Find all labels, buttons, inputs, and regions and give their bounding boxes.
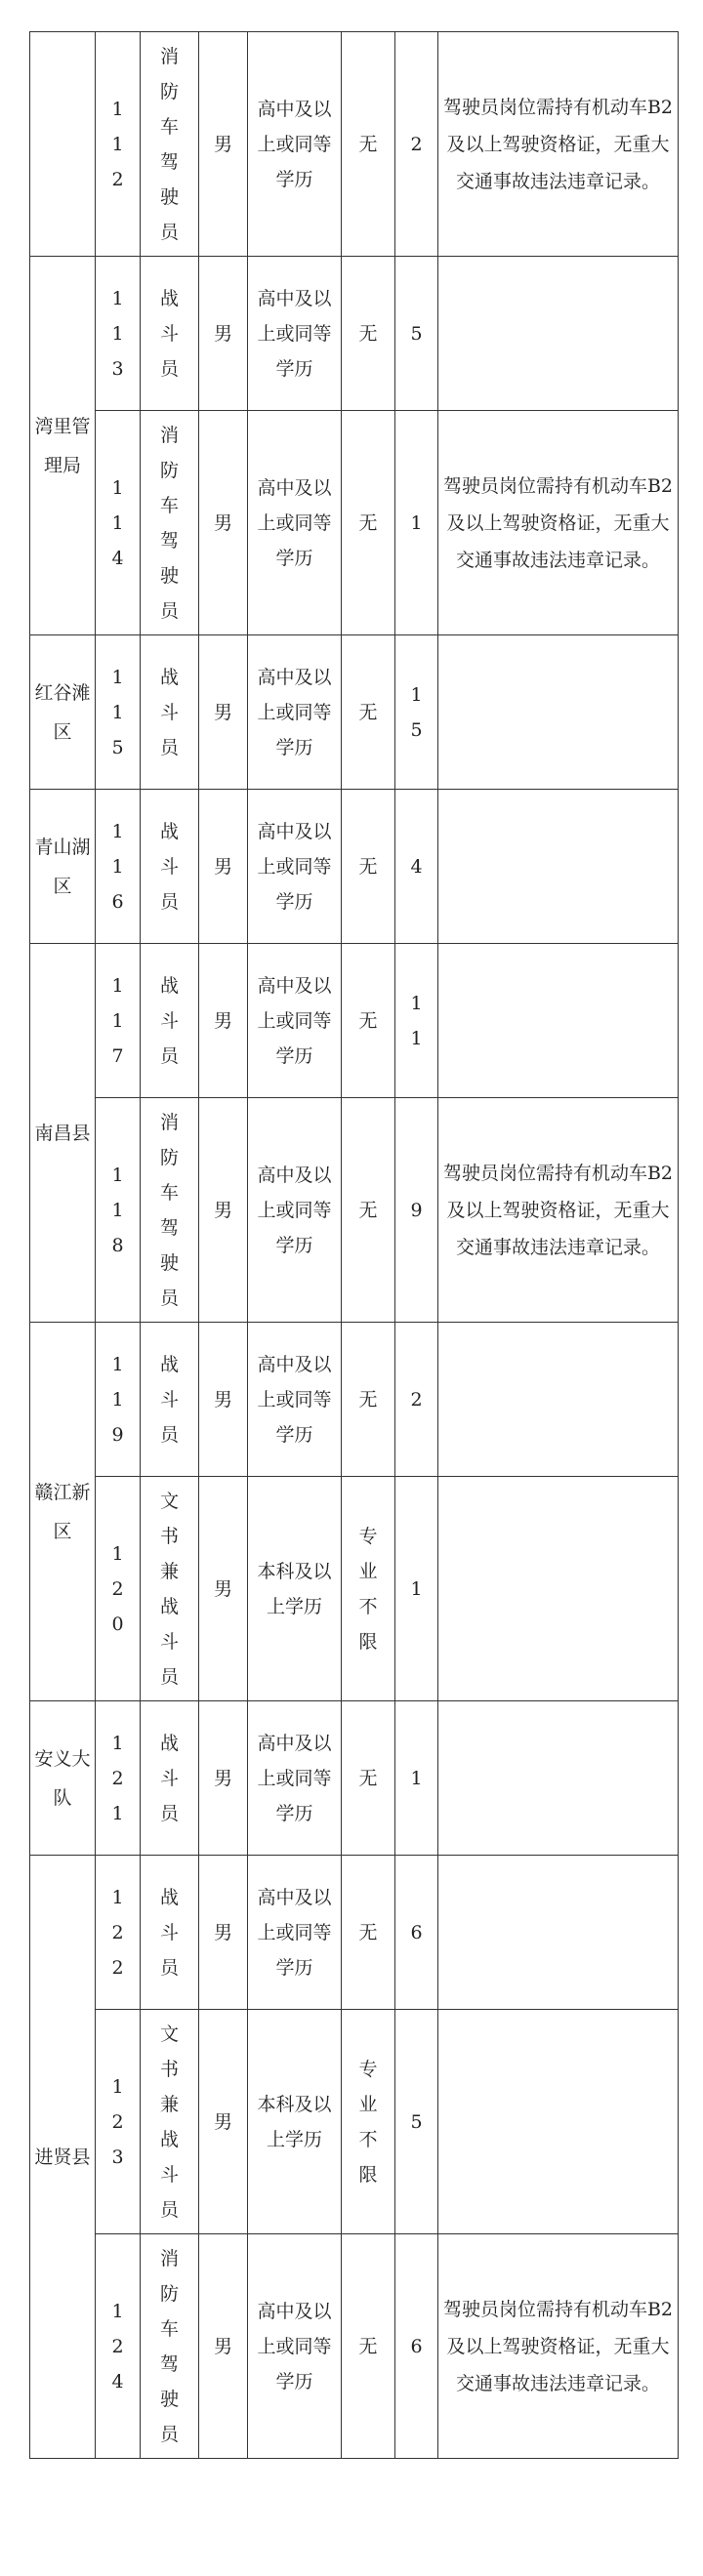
gender-cell xyxy=(199,635,248,790)
major-text: 专业不限 xyxy=(358,1525,378,1653)
position-number-cell xyxy=(96,1323,141,1477)
position-number-cell xyxy=(96,635,141,790)
department-cell xyxy=(30,32,96,257)
position-name-cell xyxy=(141,1477,199,1701)
position-number-text: 113 xyxy=(111,287,124,380)
major-cell xyxy=(342,2010,395,2234)
major-text: 无 xyxy=(358,1388,378,1411)
major-cell xyxy=(342,32,395,257)
headcount-text: 2 xyxy=(410,1388,423,1411)
position-name-cell xyxy=(141,635,199,790)
position-number-cell xyxy=(96,1477,141,1701)
headcount-cell xyxy=(395,790,438,944)
gender-text: 男 xyxy=(213,1767,232,1789)
position-name-cell xyxy=(141,411,199,635)
department-cell xyxy=(30,1856,96,2459)
remarks-cell xyxy=(438,2010,679,2234)
remarks-cell xyxy=(438,944,679,1098)
position-name-cell xyxy=(141,257,199,411)
headcount-text: 9 xyxy=(410,1199,423,1221)
remarks-cell xyxy=(438,32,679,257)
education-text: 高中及以上或同等学历 xyxy=(257,2300,332,2392)
headcount-text: 1 xyxy=(410,511,423,534)
table-row xyxy=(30,2010,679,2234)
position-name-cell xyxy=(141,2234,199,2459)
major-cell xyxy=(342,411,395,635)
gender-cell xyxy=(199,1323,248,1477)
gender-text: 男 xyxy=(213,1921,232,1943)
position-number-text: 112 xyxy=(111,98,124,190)
education-cell xyxy=(248,944,342,1098)
headcount-cell xyxy=(395,1477,438,1701)
remarks-text: 驾驶员岗位需持有机动车B2及以上驾驶资格证，无重大交通事故违法违章记录。 xyxy=(442,1162,674,1258)
gender-cell xyxy=(199,1477,248,1701)
table-row xyxy=(30,411,679,635)
headcount-cell xyxy=(395,944,438,1098)
gender-text: 男 xyxy=(213,701,232,723)
position-name-cell xyxy=(141,1098,199,1323)
position-name-text: 消防车驾驶员 xyxy=(159,45,179,243)
position-number-text: 117 xyxy=(111,974,124,1067)
headcount-text: 5 xyxy=(410,322,423,345)
education-cell xyxy=(248,2234,342,2459)
headcount-text: 4 xyxy=(410,855,423,878)
headcount-text: 6 xyxy=(410,2335,423,2357)
education-text: 高中及以上或同等学历 xyxy=(257,1732,332,1824)
position-number-cell xyxy=(96,1098,141,1323)
remarks-cell xyxy=(438,1098,679,1323)
gender-cell xyxy=(199,411,248,635)
education-text: 高中及以上或同等学历 xyxy=(257,1164,332,1256)
gender-cell xyxy=(199,257,248,411)
gender-text: 男 xyxy=(213,2110,232,2133)
gender-text: 男 xyxy=(213,1577,232,1600)
position-number-text: 118 xyxy=(111,1164,124,1256)
major-cell xyxy=(342,944,395,1098)
education-text: 高中及以上或同等学历 xyxy=(257,666,332,758)
major-cell xyxy=(342,1323,395,1477)
gender-cell xyxy=(199,1856,248,2010)
table-row xyxy=(30,1323,679,1477)
education-cell xyxy=(248,2010,342,2234)
position-number-cell xyxy=(96,790,141,944)
gender-cell xyxy=(199,1701,248,1856)
education-cell xyxy=(248,1701,342,1856)
department-cell xyxy=(30,944,96,1323)
major-cell xyxy=(342,257,395,411)
major-cell xyxy=(342,1477,395,1701)
major-text: 无 xyxy=(358,1921,378,1943)
education-text: 高中及以上或同等学历 xyxy=(257,287,332,380)
position-name-cell xyxy=(141,944,199,1098)
position-name-text: 战斗员 xyxy=(159,1732,179,1824)
major-text: 专业不限 xyxy=(358,2058,378,2186)
education-text: 高中及以上或同等学历 xyxy=(257,974,332,1067)
department-cell xyxy=(30,1323,96,1701)
major-text: 无 xyxy=(358,2335,378,2357)
education-cell xyxy=(248,1477,342,1701)
education-text: 本科及以上学历 xyxy=(257,1560,332,1617)
remarks-text: 驾驶员岗位需持有机动车B2及以上驾驶资格证，无重大交通事故违法违章记录。 xyxy=(442,474,674,571)
remarks-cell xyxy=(438,1477,679,1701)
major-text: 无 xyxy=(358,1767,378,1789)
table-row xyxy=(30,1477,679,1701)
remarks-cell xyxy=(438,2234,679,2459)
gender-text: 男 xyxy=(213,511,232,534)
gender-text: 男 xyxy=(213,133,232,155)
remarks-cell xyxy=(438,635,679,790)
education-text: 高中及以上或同等学历 xyxy=(257,1886,332,1979)
headcount-cell xyxy=(395,411,438,635)
education-cell xyxy=(248,411,342,635)
department-text: 赣江新区 xyxy=(34,1481,91,1542)
table-body xyxy=(30,32,679,2459)
major-cell xyxy=(342,1098,395,1323)
education-text: 本科及以上学历 xyxy=(257,2093,332,2150)
position-name-cell xyxy=(141,1856,199,2010)
position-number-cell xyxy=(96,2010,141,2234)
table-row xyxy=(30,1098,679,1323)
remarks-cell xyxy=(438,1856,679,2010)
major-cell xyxy=(342,2234,395,2459)
position-name-text: 消防车驾驶员 xyxy=(159,424,179,622)
major-text: 无 xyxy=(358,133,378,155)
table-row xyxy=(30,790,679,944)
headcount-cell xyxy=(395,257,438,411)
remarks-cell xyxy=(438,1701,679,1856)
position-number-text: 120 xyxy=(111,1542,124,1635)
remarks-cell xyxy=(438,257,679,411)
gender-cell xyxy=(199,32,248,257)
position-name-text: 消防车驾驶员 xyxy=(159,2247,179,2445)
position-number-text: 124 xyxy=(111,2300,124,2392)
headcount-text: 1 xyxy=(410,1767,423,1789)
table-row xyxy=(30,944,679,1098)
education-text: 高中及以上或同等学历 xyxy=(257,476,332,569)
major-cell xyxy=(342,1701,395,1856)
department-cell xyxy=(30,1701,96,1856)
major-cell xyxy=(342,790,395,944)
position-name-cell xyxy=(141,790,199,944)
headcount-cell xyxy=(395,2010,438,2234)
gender-text: 男 xyxy=(213,322,232,345)
position-name-text: 战斗员 xyxy=(159,1886,179,1979)
headcount-cell xyxy=(395,635,438,790)
position-name-cell xyxy=(141,2010,199,2234)
department-text: 安义大队 xyxy=(34,1747,91,1809)
department-text: 南昌县 xyxy=(34,1122,91,1144)
major-text: 无 xyxy=(358,1009,378,1032)
major-cell xyxy=(342,635,395,790)
position-number-cell xyxy=(96,1856,141,2010)
position-number-cell xyxy=(96,2234,141,2459)
position-number-cell xyxy=(96,944,141,1098)
remarks-text: 驾驶员岗位需持有机动车B2及以上驾驶资格证，无重大交通事故违法违章记录。 xyxy=(442,2298,674,2394)
remarks-cell xyxy=(438,411,679,635)
position-number-cell xyxy=(96,411,141,635)
major-text: 无 xyxy=(358,855,378,878)
gender-text: 男 xyxy=(213,855,232,878)
education-cell xyxy=(248,790,342,944)
major-text: 无 xyxy=(358,511,378,534)
department-cell xyxy=(30,790,96,944)
major-text: 无 xyxy=(358,322,378,345)
table-row xyxy=(30,257,679,411)
gender-text: 男 xyxy=(213,2335,232,2357)
gender-cell xyxy=(199,1098,248,1323)
remarks-cell xyxy=(438,790,679,944)
major-text: 无 xyxy=(358,1199,378,1221)
education-text: 高中及以上或同等学历 xyxy=(257,98,332,190)
position-name-cell xyxy=(141,1701,199,1856)
table-row xyxy=(30,32,679,257)
education-text: 高中及以上或同等学历 xyxy=(257,820,332,913)
headcount-text: 5 xyxy=(410,2110,423,2133)
gender-cell xyxy=(199,944,248,1098)
position-number-cell xyxy=(96,1701,141,1856)
department-text: 红谷滩区 xyxy=(34,681,91,743)
headcount-cell xyxy=(395,32,438,257)
gender-text: 男 xyxy=(213,1009,232,1032)
education-cell xyxy=(248,1098,342,1323)
headcount-cell xyxy=(395,1701,438,1856)
position-name-text: 消防车驾驶员 xyxy=(159,1111,179,1309)
remarks-cell xyxy=(438,1323,679,1477)
headcount-text: 11 xyxy=(410,992,423,1049)
gender-text: 男 xyxy=(213,1388,232,1411)
major-cell xyxy=(342,1856,395,2010)
headcount-text: 15 xyxy=(410,683,423,741)
headcount-cell xyxy=(395,1856,438,2010)
education-cell xyxy=(248,32,342,257)
education-cell xyxy=(248,1856,342,2010)
position-number-text: 122 xyxy=(111,1886,124,1979)
gender-cell xyxy=(199,2010,248,2234)
position-number-cell xyxy=(96,32,141,257)
table-row xyxy=(30,1856,679,2010)
major-text: 无 xyxy=(358,701,378,723)
position-number-text: 114 xyxy=(111,476,124,569)
position-number-text: 123 xyxy=(111,2075,124,2168)
department-cell xyxy=(30,635,96,790)
table-row xyxy=(30,1701,679,1856)
headcount-cell xyxy=(395,1098,438,1323)
position-name-text: 战斗员 xyxy=(159,974,179,1067)
headcount-cell xyxy=(395,2234,438,2459)
position-name-text: 战斗员 xyxy=(159,666,179,758)
table-row xyxy=(30,2234,679,2459)
position-name-text: 战斗员 xyxy=(159,287,179,380)
headcount-text: 6 xyxy=(410,1921,423,1943)
position-number-text: 116 xyxy=(111,820,124,913)
table-row xyxy=(30,635,679,790)
headcount-text: 2 xyxy=(410,133,423,155)
department-text: 湾里管理局 xyxy=(34,415,91,476)
education-cell xyxy=(248,1323,342,1477)
position-name-text: 文书兼战斗员 xyxy=(159,1490,179,1688)
position-name-text: 战斗员 xyxy=(159,820,179,913)
recruitment-table xyxy=(29,31,679,2459)
department-cell xyxy=(30,257,96,635)
position-name-text: 战斗员 xyxy=(159,1353,179,1446)
education-cell xyxy=(248,635,342,790)
department-text: 进贤县 xyxy=(34,2146,91,2168)
education-text: 高中及以上或同等学历 xyxy=(257,1353,332,1446)
position-number-text: 121 xyxy=(111,1732,124,1824)
position-name-cell xyxy=(141,32,199,257)
headcount-text: 1 xyxy=(410,1577,423,1600)
position-number-text: 119 xyxy=(111,1353,124,1446)
gender-cell xyxy=(199,2234,248,2459)
gender-cell xyxy=(199,790,248,944)
position-number-text: 115 xyxy=(111,666,124,758)
position-name-text: 文书兼战斗员 xyxy=(159,2023,179,2221)
remarks-text: 驾驶员岗位需持有机动车B2及以上驾驶资格证，无重大交通事故违法违章记录。 xyxy=(442,96,674,192)
position-number-cell xyxy=(96,257,141,411)
headcount-cell xyxy=(395,1323,438,1477)
position-name-cell xyxy=(141,1323,199,1477)
gender-text: 男 xyxy=(213,1199,232,1221)
department-text: 青山湖区 xyxy=(34,836,91,897)
education-cell xyxy=(248,257,342,411)
